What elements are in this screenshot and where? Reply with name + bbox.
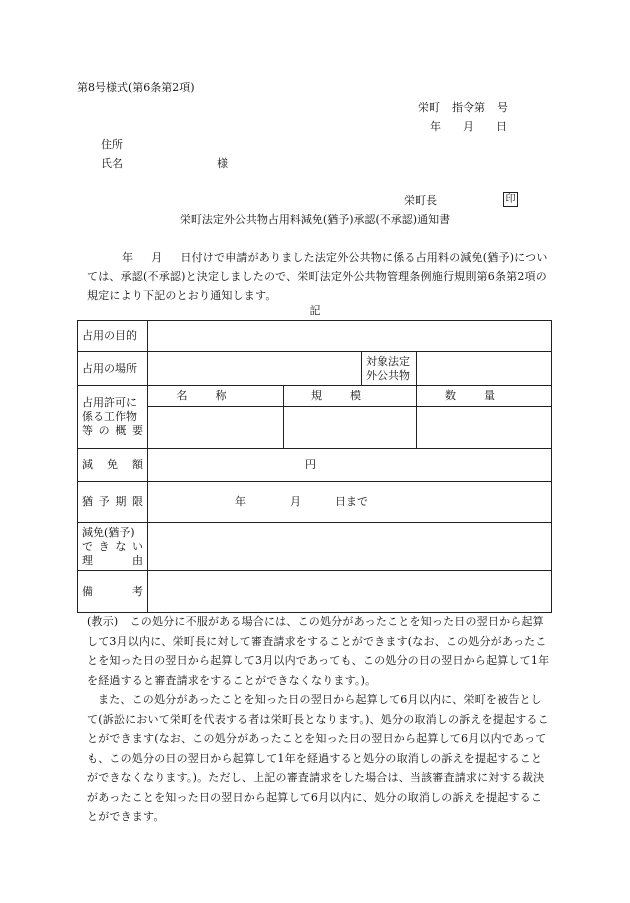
- location-field[interactable]: [148, 352, 362, 386]
- remarks-field[interactable]: [148, 571, 552, 613]
- overview-line2: 係る工作物: [82, 410, 137, 423]
- seal-mark: 印: [503, 192, 518, 207]
- notice-paragraph-1: (教示) この処分に不服がある場合には、この処分があったことを知った日の翌日から起算して3月以内に、栄町長に対して審査請求をすることができます(なお、この処分があったことを知った日の翌日から起算して3月以内であっても、この処分の日の翌日から起算して1年を経過すると審査請求をすることができなくなります。)。: [87, 615, 550, 687]
- overview-spec-field[interactable]: [284, 407, 417, 449]
- row-exemption: [78, 449, 552, 482]
- row-overview-values: [78, 407, 552, 449]
- body-paragraph: [87, 248, 549, 305]
- row-purpose: [78, 321, 552, 352]
- honorific: 様: [217, 157, 228, 170]
- address-label: 住所: [101, 138, 123, 151]
- grace-year: 年: [235, 495, 246, 508]
- target-field[interactable]: [417, 352, 552, 386]
- overview-label: [78, 386, 148, 449]
- exemption-label: 減免額: [78, 449, 148, 482]
- date-year: 年: [430, 120, 441, 133]
- body-month: 月: [151, 251, 163, 264]
- yen-unit: 円: [305, 458, 316, 471]
- grace-label: 猶予期限: [78, 482, 148, 523]
- exemption-field[interactable]: [148, 449, 552, 482]
- notice-section: [87, 612, 553, 827]
- col-name-header: [148, 386, 284, 407]
- purpose-label: 占用の目的: [78, 321, 148, 352]
- notice-paragraph-2: また、この処分があったことを知った日の翌日から起算して6月以内に、栄町を被告として(訴訟において栄町を代表する者は栄町長となります。)、処分の取消しの訴えを提起することができます(なお、この処分があったことを知った日の翌日から起算して6月以内であっても、この処分の日の翌日から起算して1年を経過すると処分の取消しの訴えを提起することができなくなります。)。ただし、上記の審査請求をした場合は、当該審査請求に対する裁決があったことを知った日の翌日から起算して6月以内に、処分の取消しの訴えを提起することができます。: [87, 693, 549, 823]
- target-label-line2: 外公共物: [366, 368, 410, 382]
- col-qty-header: [417, 386, 552, 407]
- office-label: 指令第: [452, 101, 485, 114]
- office-suffix: 号: [497, 101, 508, 114]
- reason-field[interactable]: [148, 523, 552, 571]
- location-label: 占用の場所: [78, 352, 148, 386]
- reason-line3: 理由: [82, 553, 143, 567]
- body-text: 日付けで申請がありました法定外公共物に係る占用料の減免(猶予)については、承認(不承認)と決定しましたので、栄町法定外公共物管理条例施行規則第6条第2項の規定により下記のとおり通知します。: [87, 251, 548, 302]
- overview-name-field[interactable]: [148, 407, 284, 449]
- grace-month: 月: [290, 495, 301, 508]
- col-name-label: 名称: [176, 389, 255, 402]
- row-location: [78, 352, 552, 386]
- date-line: [430, 120, 507, 134]
- grace-until: 日まで: [335, 495, 368, 508]
- form-table: [77, 320, 552, 613]
- form-number: 第8号様式(第6条第2項): [77, 81, 195, 94]
- overview-line3: 等の概要: [82, 424, 143, 437]
- office-prefix: 栄町: [418, 101, 440, 114]
- overview-line1: 占用許可に: [82, 396, 137, 409]
- col-qty-label: 数量: [445, 389, 523, 402]
- name-label: 氏名: [101, 157, 123, 170]
- col-spec-header: [284, 386, 417, 407]
- reason-label: [78, 523, 148, 571]
- overview-qty-field[interactable]: [417, 407, 552, 449]
- date-day: 日: [496, 120, 507, 133]
- target-label: [362, 352, 417, 386]
- purpose-field[interactable]: [148, 321, 552, 352]
- document-title: 栄町法定外公共物占用料減免(猶予)承認(不承認)通知書: [179, 213, 451, 226]
- remarks-label: 備考: [78, 571, 148, 613]
- target-label-line1: 対象法定: [366, 354, 410, 368]
- body-year: 年: [122, 251, 134, 264]
- reason-line1: 減免(猶予): [82, 525, 135, 539]
- office-reference: [418, 101, 508, 115]
- ki-heading: 記: [309, 304, 321, 317]
- col-spec-label: 規模: [311, 389, 389, 402]
- row-overview-header: [78, 386, 552, 407]
- mayor-title: 栄町長: [404, 194, 437, 207]
- reason-line2: できない: [82, 539, 143, 553]
- date-month: 月: [463, 120, 474, 133]
- row-reason: [78, 523, 552, 571]
- row-grace: [78, 482, 552, 523]
- grace-field[interactable]: [148, 482, 552, 523]
- row-remarks: [78, 571, 552, 613]
